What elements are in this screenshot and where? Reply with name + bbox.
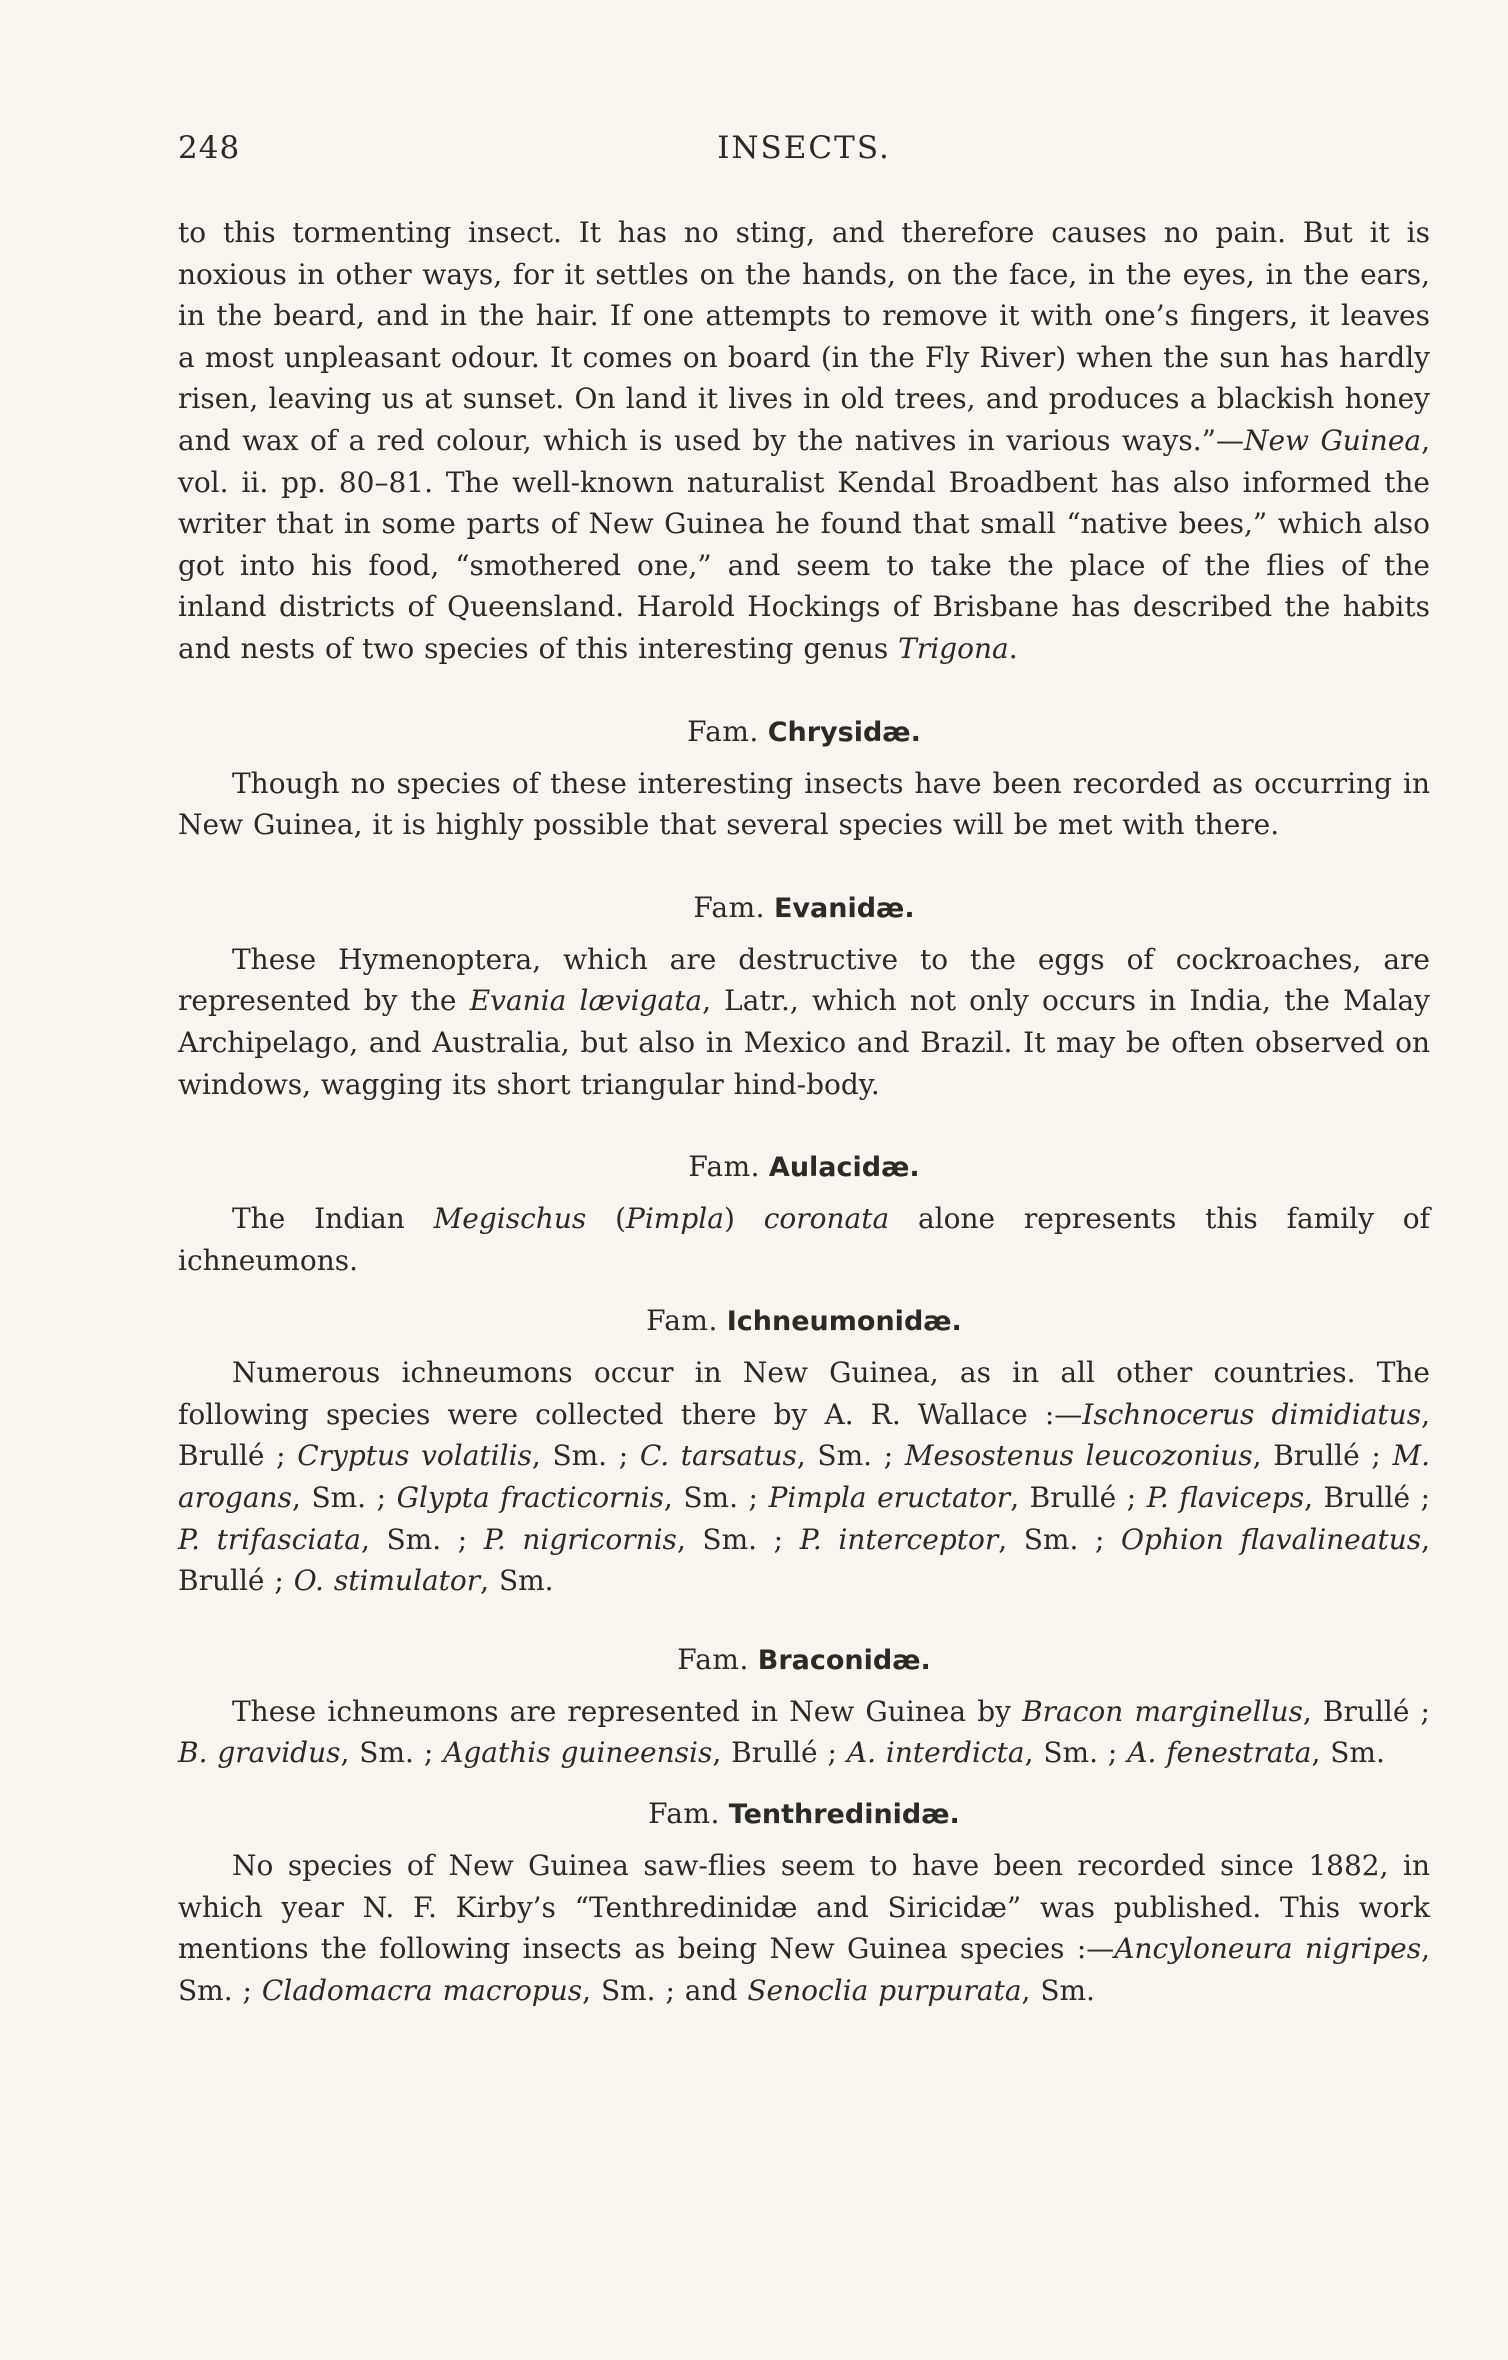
italic-text: Senoclia purpurata	[747, 1973, 1022, 2007]
spacer	[178, 1188, 1430, 1198]
section-paragraph-tenthredinidae	[178, 1845, 1430, 2011]
family-name: Aulacidæ.	[768, 1152, 920, 1184]
italic-text: Ancyloneura nigripes	[1114, 1932, 1422, 1966]
italic-text: A. interdicta	[846, 1736, 1025, 1770]
text-run: , Brullé ;	[1010, 1481, 1147, 1515]
section-paragraph-evanidae	[178, 939, 1430, 1105]
italic-text: Glypta fracticornis	[396, 1481, 664, 1515]
text-run: , Brullé ;	[178, 1397, 1430, 1473]
italic-text: P. trifasciata	[178, 1522, 361, 1556]
text-run: These ichneumons are represented in New Guinea by	[232, 1694, 1023, 1728]
fam-label: Fam.	[648, 1797, 720, 1831]
family-name: Ichneumonidæ.	[726, 1306, 962, 1338]
text-run: , Brullé ;	[712, 1736, 847, 1770]
family-name: Evanidæ.	[773, 892, 915, 924]
text-run: , Sm. ;	[1024, 1736, 1128, 1770]
fam-label: Fam.	[693, 890, 766, 924]
family-name: Braconidæ.	[757, 1644, 931, 1676]
spacer	[178, 670, 1430, 712]
text-run: The Indian	[232, 1202, 434, 1236]
italic-text: Mesostenus leucozonius	[904, 1439, 1253, 1473]
text-run: , Brullé ;	[178, 1522, 1431, 1598]
family-heading-aulacidae	[178, 1147, 1430, 1188]
family-name: Tenthredinidæ.	[728, 1799, 960, 1831]
text-run: , Sm. ;	[340, 1736, 444, 1770]
spacer	[178, 846, 1430, 888]
family-heading-ichneumonidae	[178, 1301, 1430, 1342]
text-run: Numerous ichneumons occur in New Guinea, as in all other countries. The following species were collected there by A. R. Wallace :—	[178, 1356, 1430, 1431]
intro-paragraph	[178, 212, 1430, 670]
family-heading-tenthredinidae	[178, 1794, 1430, 1835]
text-run: , Sm.	[1311, 1736, 1385, 1770]
text-run: .	[1008, 631, 1018, 665]
italic-text: P. flaviceps	[1146, 1481, 1305, 1515]
running-title: INSECTS.	[717, 130, 891, 166]
text-run: , Sm. ;	[676, 1522, 800, 1556]
italic-text: Evania lævigata	[469, 984, 703, 1018]
text-run: , Latr., which not only occurs in India, the Malay Archipelago, and Australia, but also in Mexico and Brazil. It may be often observed on windows, wagging its short triangular hind-body.	[178, 984, 1430, 1101]
text-run: These Hymenoptera, which are destructive to the eggs of cockroaches, are represented by the	[178, 942, 1430, 1018]
text-run: , Sm. ;	[360, 1522, 484, 1556]
italic-text: Trigona	[898, 631, 1009, 665]
text-run: , Brullé ;	[1302, 1694, 1430, 1728]
family-heading-chrysidae	[178, 712, 1430, 753]
text-run: to this tormenting insect. It has no sting, and therefore causes no pain. But it is noxious in other ways, for it settles on the hands, on the face, in the eyes, in the ears, in the beard, and in the hair. If one attempts to remove it with one’s fingers, it leaves a most unpleasant odour. It comes on board (in the Fly River) when the sun has hardly risen, leaving us at sunset. On land it lives in old trees, and produces a blackish honey and wax of a red colour, which is used by the natives in various ways.”—	[178, 216, 1430, 457]
text-run: , Sm. ;	[998, 1522, 1121, 1556]
italic-text: Bracon marginellus	[1022, 1694, 1303, 1728]
text-run: No species of New Guinea saw-flies seem to have been recorded since 1882, in which year N. F. Kirby’s “Tenthredinidæ and Siricidæ” was published. This work mentions the following insects as being New Guinea species :—	[178, 1849, 1430, 1966]
fam-label: Fam.	[646, 1304, 718, 1338]
text-run: , Sm.	[1021, 1973, 1095, 2007]
italic-text: P. interceptor	[799, 1522, 999, 1556]
text-run: )	[723, 1202, 764, 1236]
spacer	[178, 1342, 1430, 1352]
section-paragraph-braconidae	[178, 1691, 1430, 1774]
text-run: , Sm. ;	[796, 1439, 905, 1473]
italic-text: Agathis guineensis	[443, 1736, 713, 1770]
family-name: Chrysidæ.	[767, 716, 921, 748]
section-paragraph-ichneumonidae	[178, 1352, 1430, 1602]
italic-text: Ophion flavalineatus	[1121, 1522, 1422, 1556]
family-heading-evanidae	[178, 888, 1430, 929]
text-run: (	[586, 1202, 627, 1236]
text-run: , Sm. ;	[531, 1439, 640, 1473]
italic-text: C. tarsatus	[639, 1439, 797, 1473]
spacer	[178, 1835, 1430, 1845]
text-run: , Brullé ;	[1252, 1439, 1393, 1473]
section-paragraph-chrysidae	[178, 763, 1430, 846]
page-body	[178, 212, 1430, 2011]
spacer	[178, 929, 1430, 939]
spacer	[178, 1681, 1430, 1691]
italic-text: Cladomacra macropus	[261, 1973, 583, 2007]
spacer	[178, 1105, 1430, 1147]
spacer	[178, 1602, 1430, 1640]
italic-text: coronata	[763, 1202, 890, 1236]
text-run: , Sm. ;	[178, 1932, 1430, 2007]
italic-text: O. stimulator	[293, 1564, 481, 1598]
italic-text: Ischnocerus dimidiatus	[1082, 1397, 1422, 1431]
italic-text: Pimpla eructator	[768, 1481, 1011, 1515]
italic-text: A. fenestrata	[1127, 1736, 1312, 1770]
text-run: , Sm.	[480, 1564, 554, 1598]
italic-text: Megischus	[433, 1202, 587, 1236]
fam-label: Fam.	[677, 1642, 749, 1676]
family-heading-braconidae	[178, 1640, 1430, 1681]
italic-text: New Guinea	[1243, 423, 1422, 457]
fam-label: Fam.	[687, 714, 759, 748]
page-number: 248	[178, 130, 241, 166]
text-run: alone represents this family of ichneumons.	[178, 1202, 1431, 1277]
section-paragraph-aulacidae	[178, 1198, 1430, 1281]
text-run: , Sm. ;	[291, 1481, 397, 1515]
text-run: , Sm. ; and	[582, 1973, 748, 2007]
italic-text: Cryptus volatilis	[297, 1439, 532, 1473]
italic-text: M. arogans	[178, 1439, 1431, 1515]
spacer	[178, 1774, 1430, 1794]
italic-text: B. gravidus	[178, 1736, 341, 1770]
text-run: Though no species of these interesting insects have been recorded as occurring in New Guinea, it is highly possible that several species will be met with there.	[178, 766, 1430, 842]
fam-label: Fam.	[688, 1150, 761, 1184]
spacer	[178, 753, 1430, 763]
text-run: , Sm. ;	[663, 1481, 769, 1515]
italic-text: P. nigricornis	[483, 1522, 677, 1556]
text-run: , vol. ii. pp. 80–81. The well-known naturalist Kendal Broadbent has also informed the writer that in some parts of New Guinea he found that small “native bees,” which also got into his food, “smothered one,” and seem to take the place of the flies of the inland districts of Queensland. Harold Hockings of Brisbane has described the habits and nests of two species of this interesting genus	[178, 423, 1431, 665]
running-head	[178, 130, 1430, 170]
italic-text: Pimpla	[626, 1202, 724, 1236]
text-run: , Brullé ;	[1304, 1481, 1431, 1515]
spacer	[178, 1281, 1430, 1301]
